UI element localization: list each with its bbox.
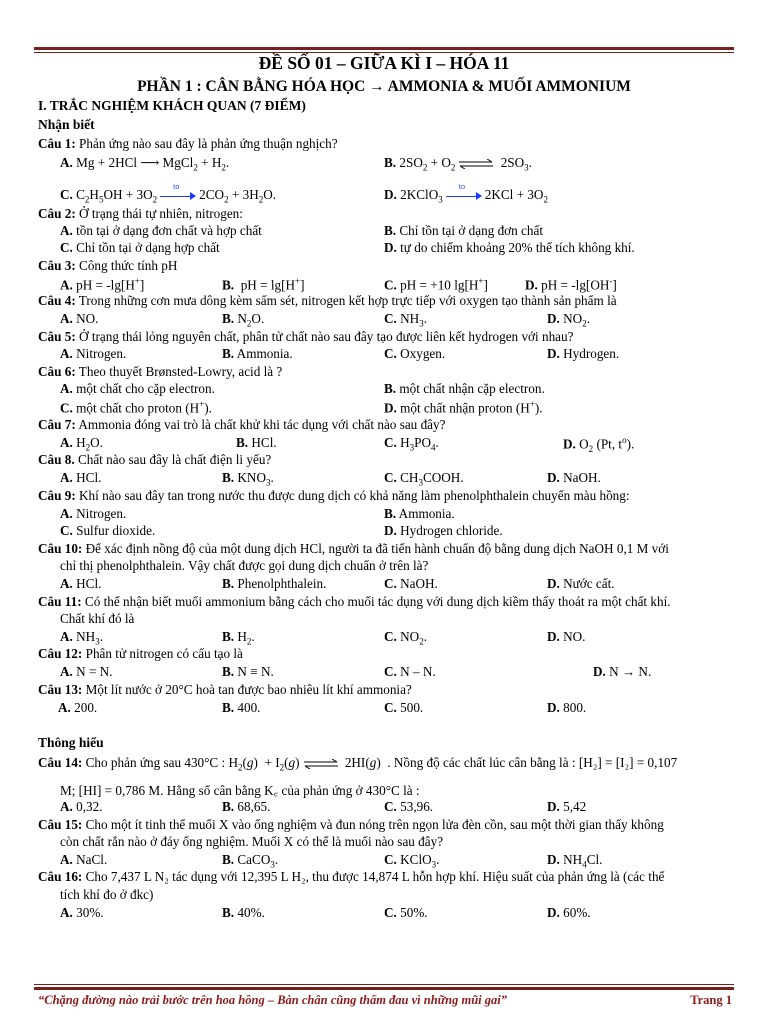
q15-option-d[interactable]: D. $NH_4Cl$. — [547, 852, 603, 870]
question-5: Câu 5: Ở trạng thái lỏng nguyên chất, phân tử chất nào sau đây tạo được liên kết hydrogen với nhau? — [38, 329, 574, 344]
question-11-cont: Chất khí đó là — [60, 611, 135, 626]
question-10-cont: chỉ thị phenolphthalein. Vậy chất được gọi dung dịch chuẩn ở trên là? — [60, 558, 429, 573]
q16-option-d[interactable]: D. 60%. — [547, 905, 591, 920]
q9-option-c[interactable]: C. Sulfur dioxide. — [60, 523, 156, 538]
q16-option-b[interactable]: B. 40%. — [222, 905, 265, 920]
exam-title: ĐỀ SỐ 01 – GIỮA KÌ I – HÓA 11 — [258, 53, 510, 73]
q8-option-d[interactable]: D. NaOH. — [547, 470, 601, 485]
q5-option-d[interactable]: D. Hydrogen. — [547, 346, 620, 361]
q6-option-a[interactable]: A. một chất cho cặp electron. — [60, 381, 215, 396]
q10-option-c[interactable]: C. NaOH. — [384, 576, 438, 591]
question-10: Câu 10: Để xác định nồng độ của một dung dịch HCl, người ta đã tiến hành chuẩn độ bằng dung dịch NaOH 0,1 M với — [38, 541, 669, 556]
question-9: Câu 9: Khí nào sau đây tan trong nước thu được dung dịch có khả năng làm phenolphthalein chuyển màu hồng: — [38, 488, 630, 503]
level-heading-thong-hieu: Thông hiểu — [38, 735, 104, 750]
question-16-cont: tích khí đo ở đkc) — [60, 887, 154, 902]
q11-option-c[interactable]: C. $NO_2$. — [384, 629, 427, 647]
q9-option-b[interactable]: B. Ammonia. — [384, 506, 455, 521]
q7-option-b[interactable]: B. HCl. — [236, 435, 277, 450]
q9-option-d[interactable]: D. Hydrogen chloride. — [384, 523, 503, 538]
q2-option-a[interactable]: A. tồn tại ở dạng đơn chất và hợp chất — [60, 223, 262, 238]
question-1: Câu 1: Phản ứng nào sau đây là phản ứng thuận nghịch? — [38, 136, 338, 151]
q12-option-a[interactable]: A. N = N. — [60, 664, 113, 679]
q6-option-d[interactable]: D. một chất nhận proton (H+). — [384, 399, 543, 416]
q12-option-b[interactable]: B. N ≡ N. — [222, 664, 274, 679]
footer-quote: “Chặng đường nào trải bước trên hoa hồng – Bàn chân cũng thấm đau vì những mũi gai” — [38, 993, 507, 1007]
q5-option-b[interactable]: B. Ammonia. — [222, 346, 293, 361]
q1-option-b[interactable]: B. $2SO_2 + O_2$ $2SO_3$. — [384, 155, 532, 173]
q3-option-c[interactable]: C. pH = +10 lg[H+] — [384, 276, 488, 293]
question-15-cont: còn chất rắn nào ở đáy ống nghiệm. Muối X có thể là muối nào sau đây? — [60, 834, 444, 849]
q10-option-a[interactable]: A. HCl. — [60, 576, 102, 591]
q1-option-d[interactable]: D. 2KClO$_3$ to $2KCl + 3O_2$ — [384, 181, 548, 205]
q4-option-b[interactable]: B. $N_2O$. — [222, 311, 265, 329]
q15-option-a[interactable]: A. NaCl. — [60, 852, 108, 867]
heat-arrow-icon: to — [160, 191, 196, 201]
q10-option-b[interactable]: B. Phenolphthalein. — [222, 576, 327, 591]
q2-option-b[interactable]: B. Chỉ tồn tại ở dạng đơn chất — [384, 223, 543, 238]
q14-option-b[interactable]: B. 68,65. — [222, 799, 271, 814]
page-number: Trang 1 — [690, 993, 732, 1007]
q7-option-c[interactable]: C. $H_3PO_4$. — [384, 435, 439, 453]
q13-option-d[interactable]: D. 800. — [547, 700, 587, 715]
q12-option-c[interactable]: C. N – N. — [384, 664, 436, 679]
q5-option-a[interactable]: A. Nitrogen. — [60, 346, 127, 361]
q1-option-c[interactable]: C. $C_2H_5OH + 3O_2$ to $2CO_2 + 3H_2O$. — [60, 181, 277, 205]
q11-option-b[interactable]: B. $H_2$. — [222, 629, 255, 647]
question-14-cont: M; [HI] = 0,786 M. Hằng số cân bằng K꜀ của phản ứng ở 430°C là : — [60, 783, 420, 798]
question-15: Câu 15: Cho một ít tinh thể muối X vào ống nghiệm và đun nóng trên ngọn lửa đèn cồn, sau một thời gian thấy không — [38, 817, 664, 832]
q2-option-d[interactable]: D. tự do chiếm khoảng 20% thể tích không khí. — [384, 240, 635, 255]
q13-option-a[interactable]: A. 200. — [58, 700, 98, 715]
q10-option-d[interactable]: D. Nước cất. — [547, 576, 615, 591]
bottom-rule-thick — [34, 987, 734, 990]
bottom-rule-thin — [34, 984, 734, 985]
q12-option-d[interactable]: D. N → N. — [593, 664, 652, 679]
q14-option-d[interactable]: D. 5,42 — [547, 799, 587, 814]
question-14: Câu 14: Cho phản ứng sau 430°C : $H_2(g) + I_2(g)$ 2HI(g) . Nồng độ các chất lúc cân bằng là : [H₂] = [I₂] = 0,107 — [38, 755, 678, 773]
q7-option-a[interactable]: A. $H_2O$. — [60, 435, 103, 453]
q8-option-c[interactable]: C. $CH_3COOH$. — [384, 470, 464, 488]
heat-arrow-icon: to — [446, 191, 482, 201]
q9-option-a[interactable]: A. Nitrogen. — [60, 506, 127, 521]
q14-option-c[interactable]: C. 53,96. — [384, 799, 434, 814]
q11-option-a[interactable]: A. $NH_3$. — [60, 629, 103, 647]
q16-option-c[interactable]: C. 50%. — [384, 905, 428, 920]
q3-option-b[interactable]: B. pH = lg[H+] — [222, 276, 305, 293]
q3-option-d[interactable]: D. pH = -lg[OH-] — [525, 276, 617, 293]
question-8: Câu 8. Chất nào sau đây là chất điện li yếu? — [38, 452, 272, 467]
q13-option-b[interactable]: B. 400. — [222, 700, 261, 715]
q8-option-b[interactable]: B. $KNO_3$. — [222, 470, 274, 488]
question-6: Câu 6: Theo thuyết Brønsted-Lowry, acid là ? — [38, 364, 283, 379]
q4-option-d[interactable]: D. $NO_2$. — [547, 311, 590, 329]
section-heading: I. TRẮC NGHIỆM KHÁCH QUAN (7 ĐIỂM) — [38, 98, 306, 113]
q14-option-a[interactable]: A. 0,32. — [60, 799, 103, 814]
q1-option-a[interactable]: A. Mg + 2HCl ⟶ MgCl$_2$ + $H_2$. — [60, 155, 230, 173]
equilibrium-arrow-icon — [459, 159, 493, 169]
q15-option-b[interactable]: B. CaCO$_3$. — [222, 852, 279, 870]
top-rule-thick — [34, 47, 734, 50]
q7-option-d[interactable]: D. $O_2$ (Pt, $t^o$). — [563, 435, 635, 455]
question-4: Câu 4: Trong những cơn mưa dông kèm sấm sét, nitrogen kết hợp trực tiếp với oxygen tạo thành sản phẩm là — [38, 293, 617, 308]
q4-option-a[interactable]: A. NO. — [60, 311, 99, 326]
question-13: Câu 13: Một lít nước ở 20°C hoà tan được bao nhiêu lít khí ammonia? — [38, 682, 412, 697]
q6-option-b[interactable]: B. một chất nhận cặp electron. — [384, 381, 545, 396]
q16-option-a[interactable]: A. 30%. — [60, 905, 104, 920]
question-7: Câu 7: Ammonia đóng vai trò là chất khử khi tác dụng với chất nào sau đây? — [38, 417, 446, 432]
question-2: Câu 2: Ở trạng thái tự nhiên, nitrogen: — [38, 206, 243, 221]
question-12: Câu 12: Phân tử nitrogen có cấu tạo là — [38, 646, 243, 661]
q3-option-a[interactable]: A. pH = -lg[H+] — [60, 276, 145, 293]
q5-option-c[interactable]: C. Oxygen. — [384, 346, 446, 361]
q6-option-c[interactable]: C. một chất cho proton (H+). — [60, 399, 212, 416]
equilibrium-arrow-icon — [304, 759, 338, 769]
q4-option-c[interactable]: C. $NH_3$. — [384, 311, 427, 329]
exam-subtitle: PHẦN 1 : CÂN BẰNG HÓA HỌC → AMMONIA & MUỐI AMMONIUM — [137, 78, 631, 95]
question-3: Câu 3: Công thức tính pH — [38, 258, 178, 273]
q8-option-a[interactable]: A. HCl. — [60, 470, 102, 485]
q13-option-c[interactable]: C. 500. — [384, 700, 424, 715]
q2-option-c[interactable]: C. Chỉ tồn tại ở dạng hợp chất — [60, 240, 220, 255]
level-heading-nhan-biet: Nhận biết — [38, 117, 95, 132]
question-16: Câu 16: Cho 7,437 L N₂ tác dụng với 12,395 L H₂, thu được 14,874 L hỗn hợp khí. Hiệu suất của phản ứng là (các thể — [38, 869, 665, 884]
question-11: Câu 11: Có thể nhận biết muối ammonium bằng cách cho muối tác dụng với dung dịch kiềm thấy thoát ra một chất khí. — [38, 594, 671, 609]
q15-option-c[interactable]: C. KClO$_3$. — [384, 852, 440, 870]
q11-option-d[interactable]: D. NO. — [547, 629, 586, 644]
